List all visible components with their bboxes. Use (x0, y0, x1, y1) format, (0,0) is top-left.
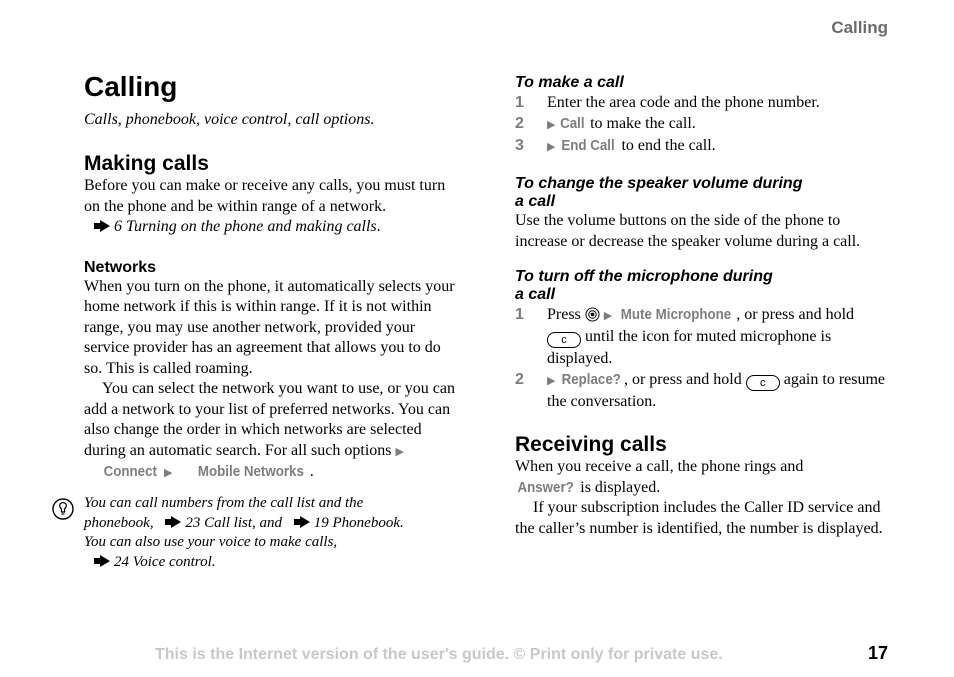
networks-para1: When you turn on the phone, it automatically selects your home network if this is within range. If it is not within range, you may use another network, provided your service provider has an agreement that allows you to do so. This is called roaming. (84, 277, 455, 377)
networks-para2 (84, 379, 456, 484)
step-post: until the icon for muted microphone is displayed. (547, 328, 832, 367)
tip-box (52, 494, 432, 572)
step-pre: Press (547, 306, 581, 323)
menu-mute-microphone[interactable]: Mute Microphone (621, 307, 732, 323)
make-call-step-3 (515, 135, 890, 157)
tip-ref-call-list[interactable]: 23 Call list, and (185, 514, 283, 531)
speaker-body: Use the volume buttons on the side of the phone to increase or decrease the speaker volume during a call. (515, 212, 861, 250)
step-2-text: to make the call. (590, 115, 696, 132)
receiving-para1 (515, 457, 890, 498)
menu-call[interactable]: Call (560, 116, 585, 132)
step-text (547, 369, 890, 412)
step-mid: , or press and hold (736, 306, 855, 323)
receiving-para1-post: is displayed. (580, 478, 661, 496)
arrow-reference-icon (100, 555, 110, 567)
microphone-step-1 (515, 304, 890, 369)
page-number: 17 (867, 643, 888, 663)
arrow-reference-icon (171, 516, 181, 528)
receiving-calls-heading: Receiving calls (515, 433, 667, 456)
menu-triangle-icon: ▶ (164, 466, 173, 479)
step-number: 3 (515, 137, 524, 154)
making-calls-ref-end: . (376, 218, 381, 235)
networks-para2-text: You can select the network you want to use, or you can add a network to your list of preferred networks. You can also change the order in which networks are selected during an automatic search. For all such options (84, 380, 455, 459)
menu-triangle-icon: ▶ (395, 444, 404, 458)
c-key-button[interactable]: c (746, 375, 780, 391)
step-text (547, 113, 696, 135)
left-column (84, 70, 456, 484)
tip-line2: You can also use your voice to make calls, (84, 534, 338, 550)
speaker-heading-line2: a call (515, 193, 556, 210)
speaker-heading (515, 175, 890, 211)
page-subtitle: Calls, phonebook, voice control, call options. (84, 111, 375, 128)
menu-triangle-icon: ▶ (547, 118, 556, 131)
step-number: 2 (515, 371, 524, 388)
making-calls-body (84, 176, 456, 238)
right-column (515, 74, 890, 539)
step-number: 1 (515, 306, 524, 323)
step-number: 2 (515, 115, 524, 132)
menu-answer[interactable]: Answer? (517, 479, 574, 496)
microphone-heading-line2: a call (515, 286, 556, 303)
make-call-step-1 (515, 92, 890, 113)
making-calls-heading: Making calls (84, 152, 209, 175)
receiving-para2: If your subscription includes the Caller ID service and the caller’s number is identified, the number is displayed. (515, 499, 883, 537)
arrow-reference-icon (300, 516, 310, 528)
running-header: Calling (831, 18, 888, 37)
step-post: again to resume the conversation. (547, 371, 886, 410)
lightbulb-tip-icon (52, 498, 74, 520)
tip-ref-voice-control[interactable]: 24 Voice control. (114, 553, 216, 570)
make-call-heading: To make a call (515, 74, 624, 91)
tip-ref-phonebook[interactable]: 19 Phonebook. (313, 514, 404, 531)
step-text (547, 135, 716, 157)
joystick-press-icon (585, 307, 600, 322)
tip-line1: You can call numbers from the call list and the phonebook, (84, 495, 364, 531)
menu-replace[interactable]: Replace? (562, 372, 622, 388)
make-call-step-2 (515, 113, 890, 135)
step-text: Enter the area code and the phone number. (547, 94, 820, 111)
menu-triangle-icon: ▶ (603, 309, 613, 322)
step-mid: , or press and hold (623, 371, 742, 388)
step-3-text: to end the call. (621, 137, 716, 154)
networks-heading: Networks (84, 258, 157, 276)
microphone-heading (515, 268, 890, 304)
networks-para2-end: . (309, 463, 314, 480)
menu-connect[interactable]: Connect (103, 464, 157, 480)
c-key-button[interactable]: c (547, 332, 581, 348)
step-number: 1 (515, 94, 524, 111)
arrow-reference-icon (100, 220, 110, 232)
speaker-heading-line1: To change the speaker volume during (515, 175, 803, 192)
receiving-para1-pre: When you receive a call, the phone rings and (515, 458, 804, 475)
tip-text (84, 494, 432, 572)
making-calls-text: Before you can make or receive any calls, you must turn on the phone and be within range of a network. (84, 177, 446, 215)
step-text (547, 304, 890, 369)
menu-mobile-networks[interactable]: Mobile Networks (198, 464, 305, 480)
menu-end-call[interactable]: End Call (561, 138, 616, 154)
microphone-heading-line1: To turn off the microphone during (515, 268, 773, 285)
footer-notice: This is the Internet version of the user's guide. © Print only for private use. (155, 646, 723, 663)
menu-triangle-icon: ▶ (547, 374, 556, 387)
page-title: Calling (84, 71, 178, 102)
microphone-step-2 (515, 369, 890, 412)
making-calls-ref[interactable]: 6 Turning on the phone and making calls (114, 218, 377, 235)
menu-triangle-icon: ▶ (547, 140, 556, 153)
